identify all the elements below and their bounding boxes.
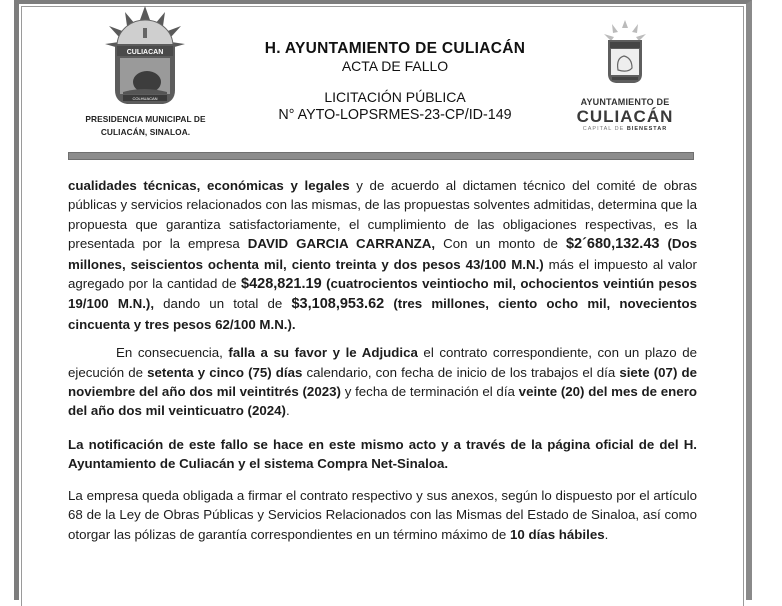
company-name: DAVID GARCIA CARRANZA, (247, 236, 436, 252)
svg-text:COLHUACAN: COLHUACAN (132, 96, 158, 101)
paragraph-adjudication (68, 343, 697, 421)
right-logo (570, 20, 680, 133)
ayuntamiento-de-label: AYUNTAMIENTO DE (580, 97, 670, 107)
text: y de acuerdo al dictamen técnico del comité de obras públicas y servicios relacionados con las mismas, de las propuestas solventes admitidas, determina que la propuesta que garantiza satisfactoriamente, el cumplimiento de las obligaciones respectivas, es la presentada por la empresa (68, 178, 698, 252)
tagline-a: CAPITAL DE (582, 126, 625, 132)
text: y fecha de terminación el día (340, 384, 519, 400)
text: La empresa queda obligada a firmar el contrato respectivo y sus anexos, según lo dispuesto por el artículo 68 de la Ley de Obras Públicas y Servicios Relacionados con las Mismas del Estado de Sinaloa, así como otorgar las pólizas de garantía correspondientes en un término máximo de (68, 487, 697, 542)
execution-period: setenta y cinco (75) días (147, 364, 303, 380)
document-header (230, 39, 560, 125)
caption-line-2: CULIACÁN, SINALOA. (100, 127, 191, 137)
document-subtitle: ACTA DE FALLO (341, 58, 449, 74)
svg-text:CULIACAN: CULIACAN (126, 49, 164, 56)
iva-amount: $428,821.19 (241, 276, 322, 293)
deadline: 10 días hábiles (510, 526, 605, 542)
tagline (570, 125, 680, 133)
tagline-b: BIENESTAR (626, 126, 668, 132)
tender-number: N° AYTO-LOPSRMES-23-CP/ID-149 (278, 107, 512, 123)
document-body (68, 176, 697, 544)
start-date: siete (07) de noviembre del año dos mil veintitrés (2023) (68, 364, 697, 400)
total-amount: $3,108,953.62 (291, 296, 385, 313)
page-title: H. AYUNTAMIENTO DE CULIACÁN (264, 40, 526, 57)
culiacan-wordmark: CULIACÁN (576, 107, 674, 126)
text: En consecuencia, (116, 345, 229, 361)
paragraph-notification: La notificación de este fallo se hace en este mismo acto y a través de la página oficial de del H. Ayuntamiento de Culiacán y el sistema Compra Net-Sinaloa. (68, 436, 697, 472)
text: más el impuesto al valor agregado por la cantidad de (68, 256, 697, 292)
text: dando un total de (154, 296, 292, 312)
left-logo-caption (73, 113, 218, 139)
amount-words: (Dos millones, seiscientos ochenta mil, ciento treinta y dos pesos 43/100 M.N.) (68, 236, 697, 272)
paragraph-obligations (68, 486, 697, 544)
culiacan-coat-of-arms-icon (103, 6, 187, 112)
total-words: (tres millones, ciento ocho mil, novecientos cincuenta y tres pesos 62/100 M.N.). (68, 296, 697, 332)
ayuntamiento-culiacan-logo-icon (570, 20, 680, 93)
iva-words: (cuatrocientos veintiocho mil, ochocientos veintiún pesos 19/100 M.N.), (68, 276, 697, 312)
text: . (604, 526, 609, 542)
text: . (285, 403, 290, 419)
caption-line-1: PRESIDENCIA MUNICIPAL DE (85, 114, 206, 124)
text: el contrato correspondiente, con un plazo de ejecución de (68, 345, 697, 380)
text-bold: falla a su favor y le Adjudica (228, 345, 418, 361)
text-bold: cualidades técnicas, económicas y legales (68, 178, 350, 193)
end-date: veinte (20) del mes de enero del año dos mil veinticuatro (2024) (68, 384, 697, 419)
header-divider (68, 152, 694, 160)
paragraph-award-details (68, 176, 697, 334)
text: Con un monto de (435, 236, 566, 252)
contract-amount: $2´680,132.43 (565, 236, 660, 253)
tender-type: LICITACIÓN PÚBLICA (324, 89, 466, 105)
text: calendario, con fecha de inicio de los trabajos el día (302, 364, 620, 380)
